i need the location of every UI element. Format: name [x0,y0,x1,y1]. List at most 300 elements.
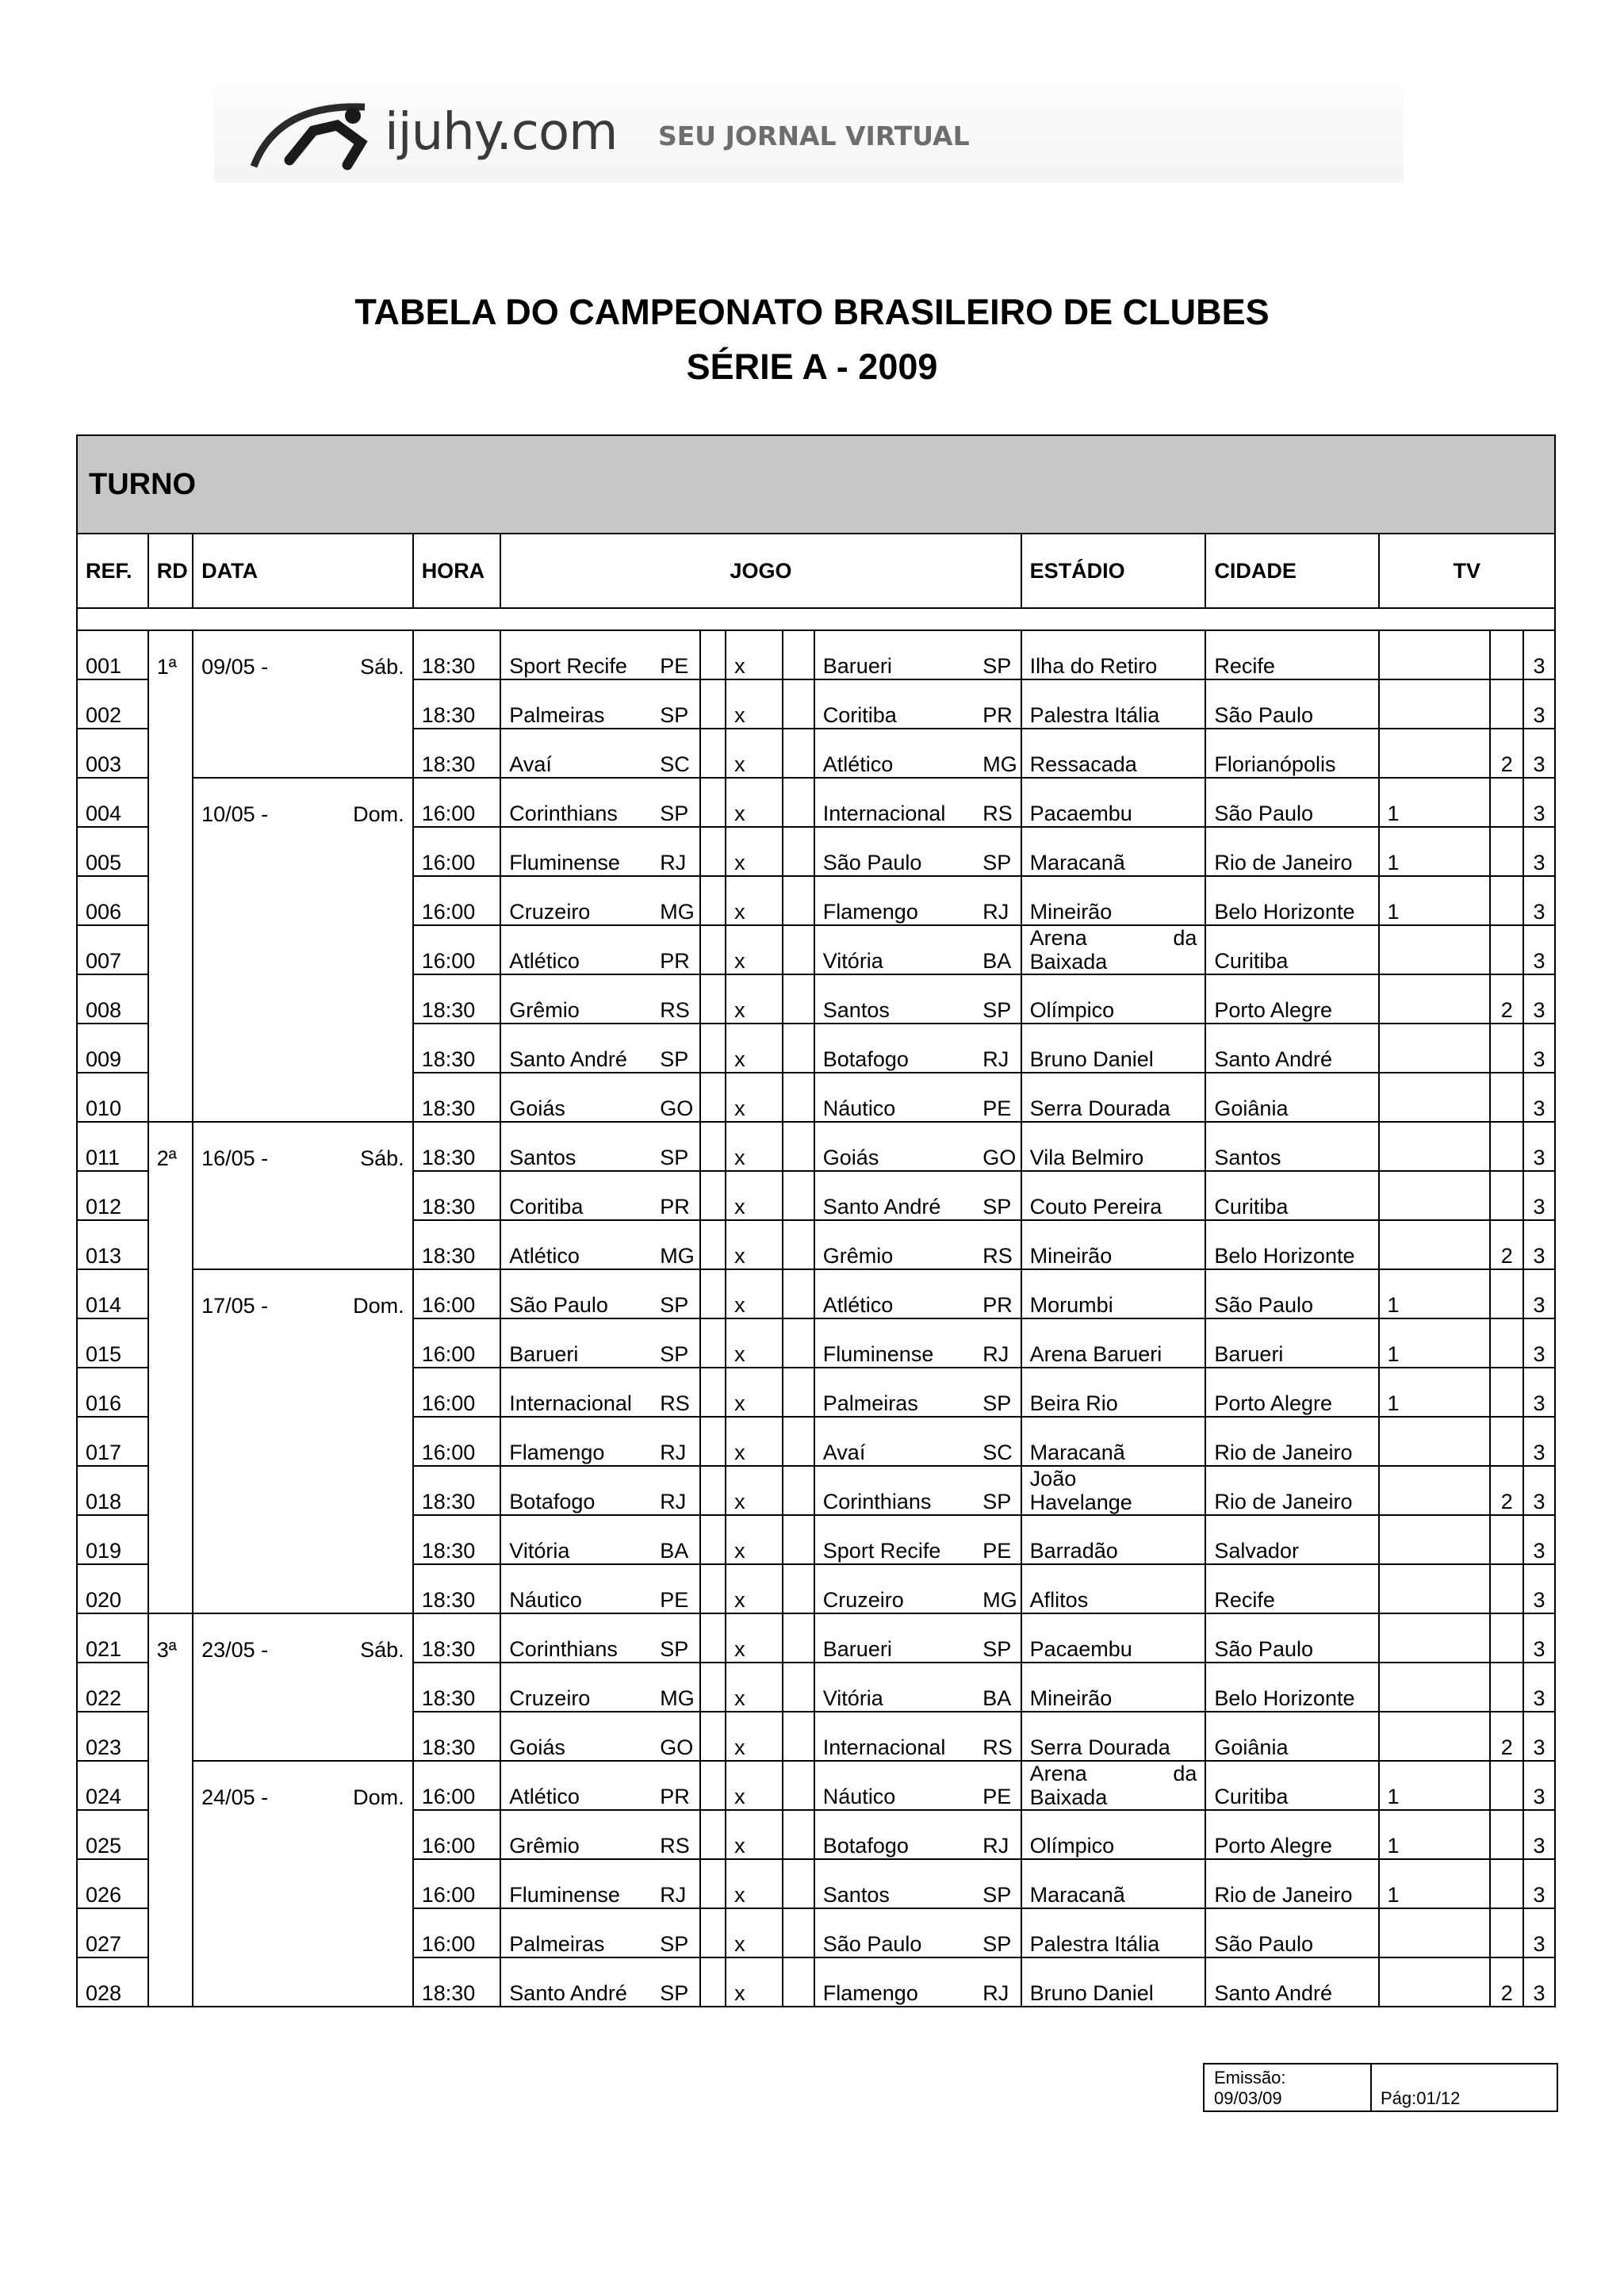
stadium-cell: Aflitos [1021,1564,1206,1613]
match-date: 23/05 - [201,1638,269,1662]
away-state: MG [975,729,1021,778]
home-team: Botafogo [500,1466,652,1515]
tv-cell: 1 [1379,1810,1491,1859]
versus: x [726,729,783,778]
away-state: BA [975,925,1021,974]
away-state: RJ [975,1810,1021,1859]
home-team: Sport Recife [500,630,652,679]
stadium-cell: Pacaembu [1021,1613,1206,1663]
stadium-cell: Bruno Daniel [1021,1957,1206,2007]
spacer-cell [783,1908,814,1957]
home-state: PE [652,1564,700,1613]
spacer-cell [700,1269,726,1318]
spacer-cell [700,1024,726,1073]
tv-cell: 3 [1523,1466,1555,1515]
spacer-cell [700,1957,726,2007]
stadium-cell [1021,1466,1206,1515]
stadium-cell: Morumbi [1021,1269,1206,1318]
home-team: Grêmio [500,974,652,1024]
versus: x [726,1269,783,1318]
spacer-cell [700,1220,726,1269]
tv-cell [1379,925,1491,974]
home-state: SP [652,778,700,827]
home-state: PE [652,630,700,679]
home-state: SC [652,729,700,778]
stadium-cell: Palestra Itália [1021,1908,1206,1957]
stadium-cell: Palestra Itália [1021,679,1206,729]
tv-cell: 3 [1523,1761,1555,1810]
time-cell: 18:30 [413,1515,501,1564]
away-state: SP [975,974,1021,1024]
home-team: Goiás [500,1073,652,1122]
tv-cell: 2 [1490,729,1523,778]
stadium-cell: Bruno Daniel [1021,1024,1206,1073]
tv-cell [1490,1122,1523,1171]
away-state: PR [975,1269,1021,1318]
city-cell: Porto Alegre [1205,1368,1378,1417]
away-state: PE [975,1515,1021,1564]
versus: x [726,876,783,925]
time-cell: 16:00 [413,925,501,974]
stadium-cell: Mineirão [1021,876,1206,925]
time-cell: 16:00 [413,778,501,827]
versus: x [726,1417,783,1466]
away-team: Internacional [814,778,975,827]
tv-cell: 1 [1379,1859,1491,1908]
footer-divider [1370,2064,1372,2110]
time-cell: 18:30 [413,1073,501,1122]
spacer-cell [700,1417,726,1466]
city-cell: São Paulo [1205,778,1378,827]
table-row [77,1122,1555,1171]
home-state: MG [652,1220,700,1269]
city-cell: São Paulo [1205,1908,1378,1957]
tv-cell [1379,1220,1491,1269]
tv-cell [1379,1171,1491,1220]
tv-cell: 3 [1523,1269,1555,1318]
city-cell: Florianópolis [1205,729,1378,778]
spacer-cell [700,925,726,974]
stadium-cell: Barradão [1021,1515,1206,1564]
city-cell: São Paulo [1205,1613,1378,1663]
away-team: Santos [814,974,975,1024]
time-cell: 16:00 [413,1417,501,1466]
tv-cell [1379,1957,1491,2007]
date-cell [193,1122,413,1269]
ref-cell: 009 [77,1024,148,1073]
away-team: Santo André [814,1171,975,1220]
city-cell: São Paulo [1205,679,1378,729]
spacer-cell [700,1810,726,1859]
spacer-cell [700,1564,726,1613]
ref-cell: 008 [77,974,148,1024]
tv-cell [1490,1073,1523,1122]
time-cell: 16:00 [413,1859,501,1908]
spacer-cell [700,630,726,679]
spacer-cell [783,1712,814,1761]
city-cell: Rio de Janeiro [1205,1466,1378,1515]
tv-cell: 1 [1379,778,1491,827]
spacer-cell [700,1073,726,1122]
city-cell: Belo Horizonte [1205,876,1378,925]
ref-cell: 007 [77,925,148,974]
away-state: PE [975,1761,1021,1810]
away-team: Corinthians [814,1466,975,1515]
away-team: Atlético [814,1269,975,1318]
versus: x [726,1073,783,1122]
away-state: RJ [975,1957,1021,2007]
time-cell: 18:30 [413,1220,501,1269]
tv-cell [1490,1368,1523,1417]
home-state: GO [652,1073,700,1122]
spacer-cell [700,729,726,778]
city-cell: Porto Alegre [1205,974,1378,1024]
home-state: PR [652,1761,700,1810]
ref-cell: 022 [77,1663,148,1712]
home-team: Cruzeiro [500,876,652,925]
ref-cell: 025 [77,1810,148,1859]
away-state: SP [975,1613,1021,1663]
match-weekday: Dom. [353,802,404,826]
ref-cell: 018 [77,1466,148,1515]
round-cell: 1ª [148,630,193,1122]
away-team: Atlético [814,729,975,778]
home-team: Coritiba [500,1171,652,1220]
city-cell: Rio de Janeiro [1205,827,1378,876]
city-cell: Belo Horizonte [1205,1663,1378,1712]
emission-footer [1203,2063,1558,2112]
city-cell: Santo André [1205,1024,1378,1073]
time-cell: 16:00 [413,1810,501,1859]
away-state: SP [975,827,1021,876]
tv-cell: 2 [1490,1466,1523,1515]
tv-cell [1490,1171,1523,1220]
ref-cell: 012 [77,1171,148,1220]
time-cell: 18:30 [413,1466,501,1515]
versus: x [726,1908,783,1957]
away-state: SC [975,1417,1021,1466]
away-team: Vitória [814,925,975,974]
time-cell: 18:30 [413,1613,501,1663]
time-cell: 18:30 [413,729,501,778]
away-state: MG [975,1564,1021,1613]
away-team: Internacional [814,1712,975,1761]
home-state: SP [652,1613,700,1663]
brand-name: ijuhy.com [385,103,618,162]
away-state: SP [975,630,1021,679]
tv-cell: 3 [1523,1024,1555,1073]
tv-cell [1379,1073,1491,1122]
spacer-cell [700,1613,726,1663]
spacer-cell [783,827,814,876]
home-team: Náutico [500,1564,652,1613]
spacer-cell [783,974,814,1024]
match-date: 10/05 - [201,802,269,826]
match-weekday: Dom. [353,1785,404,1809]
home-state: SP [652,679,700,729]
ref-cell: 015 [77,1318,148,1368]
tv-cell [1379,1122,1491,1171]
versus: x [726,925,783,974]
stadium-cell: Maracanã [1021,827,1206,876]
ref-cell: 024 [77,1761,148,1810]
spacer-cell [700,1908,726,1957]
away-team: Fluminense [814,1318,975,1368]
col-hora: HORA [413,534,501,608]
runner-logo-icon [246,95,389,174]
tv-cell: 1 [1379,1368,1491,1417]
tv-cell [1490,1024,1523,1073]
tv-cell [1379,1613,1491,1663]
spacer-cell [700,1761,726,1810]
date-cell [193,778,413,1122]
stadium-cell: Ilha do Retiro [1021,630,1206,679]
ref-cell: 013 [77,1220,148,1269]
tv-cell: 2 [1490,1220,1523,1269]
tv-cell [1379,1712,1491,1761]
ref-cell: 001 [77,630,148,679]
away-state: PR [975,679,1021,729]
tv-cell: 3 [1523,1318,1555,1368]
city-cell: Curitiba [1205,1171,1378,1220]
col-tv: TV [1379,534,1556,608]
spacer-cell [783,1564,814,1613]
away-team: Palmeiras [814,1368,975,1417]
versus: x [726,778,783,827]
home-state: MG [652,876,700,925]
spacer-cell [783,1368,814,1417]
table-row [77,630,1555,679]
tv-cell [1379,729,1491,778]
date-cell [193,630,413,778]
spacer-cell [783,1171,814,1220]
versus: x [726,1761,783,1810]
col-data: DATA [193,534,413,608]
home-state: SP [652,1318,700,1368]
away-team: Cruzeiro [814,1564,975,1613]
time-cell: 18:30 [413,1663,501,1712]
versus: x [726,1122,783,1171]
home-state: SP [652,1908,700,1957]
spacer-cell [700,1515,726,1564]
spacer-cell [700,679,726,729]
tv-cell [1490,1663,1523,1712]
tv-cell [1379,1515,1491,1564]
city-cell: Curitiba [1205,925,1378,974]
home-state: GO [652,1712,700,1761]
ref-cell: 004 [77,778,148,827]
home-team: Atlético [500,925,652,974]
tv-cell [1490,1761,1523,1810]
match-weekday: Sáb. [360,655,404,679]
stadium-name-part: Baixada [1029,1785,1108,1809]
versus: x [726,1515,783,1564]
tv-cell [1379,630,1491,679]
column-header-row [77,534,1555,608]
col-jogo: JOGO [500,534,1021,608]
tv-cell [1490,1564,1523,1613]
versus: x [726,1859,783,1908]
tv-cell: 3 [1523,1613,1555,1663]
stadium-name-part: da [1173,926,1197,950]
stadium-name-part: Baixada [1029,950,1108,974]
versus: x [726,1663,783,1712]
away-team: São Paulo [814,1908,975,1957]
tv-cell [1490,1810,1523,1859]
date-cell [193,1761,413,2007]
away-team: São Paulo [814,827,975,876]
time-cell: 18:30 [413,679,501,729]
stadium-cell: Beira Rio [1021,1368,1206,1417]
tv-cell: 3 [1523,1073,1555,1122]
away-team: Barueri [814,1613,975,1663]
tv-cell: 1 [1379,1269,1491,1318]
home-team: Palmeiras [500,679,652,729]
ref-cell: 005 [77,827,148,876]
away-team: Santos [814,1859,975,1908]
city-cell: Curitiba [1205,1761,1378,1810]
tv-cell [1379,679,1491,729]
spacer-cell [783,1122,814,1171]
city-cell: Santo André [1205,1957,1378,2007]
home-team: Barueri [500,1318,652,1368]
spacer-cell [700,1318,726,1368]
tv-cell: 3 [1523,1368,1555,1417]
time-cell: 16:00 [413,876,501,925]
tv-cell [1379,1564,1491,1613]
spacer-cell [700,778,726,827]
match-date: 24/05 - [201,1785,269,1809]
home-state: RJ [652,1859,700,1908]
home-state: RJ [652,1417,700,1466]
spacer-cell [700,1122,726,1171]
home-team: Corinthians [500,1613,652,1663]
tv-cell: 3 [1523,679,1555,729]
date-cell [193,1613,413,1761]
tv-cell: 3 [1523,1515,1555,1564]
spacer-cell [783,729,814,778]
tv-cell: 3 [1523,925,1555,974]
stadium-name-part: Havelange [1029,1490,1132,1514]
tv-cell [1379,974,1491,1024]
brand-tagline: SEU JORNAL VIRTUAL [658,121,970,151]
spacer-cell [700,827,726,876]
spacer-cell [783,925,814,974]
city-cell: Santos [1205,1122,1378,1171]
away-team: Náutico [814,1761,975,1810]
home-state: RJ [652,827,700,876]
city-cell: Goiânia [1205,1073,1378,1122]
away-state: SP [975,1171,1021,1220]
spacer-cell [783,1466,814,1515]
tv-cell [1490,1318,1523,1368]
stadium-cell [1021,1761,1206,1810]
tv-cell: 2 [1490,974,1523,1024]
home-team: Santos [500,1122,652,1171]
away-team: Grêmio [814,1220,975,1269]
home-state: MG [652,1663,700,1712]
ref-cell: 017 [77,1417,148,1466]
away-state: RS [975,778,1021,827]
round-cell: 2ª [148,1122,193,1613]
spacer-cell [783,1859,814,1908]
spacer-cell [783,1515,814,1564]
away-state: RJ [975,1024,1021,1073]
match-date: 16/05 - [201,1146,269,1170]
home-state: SP [652,1122,700,1171]
home-team: Internacional [500,1368,652,1417]
away-state: GO [975,1122,1021,1171]
tv-cell: 3 [1523,1417,1555,1466]
away-state: RS [975,1712,1021,1761]
tv-cell [1490,827,1523,876]
tv-cell: 1 [1379,827,1491,876]
spacer-cell [783,778,814,827]
tv-cell [1490,1515,1523,1564]
spacer-cell [783,876,814,925]
tv-cell [1379,1417,1491,1466]
header-gap-row [77,608,1555,630]
home-team: Corinthians [500,778,652,827]
away-team: Goiás [814,1122,975,1171]
tv-cell: 1 [1379,876,1491,925]
stadium-cell: Vila Belmiro [1021,1122,1206,1171]
away-team: Flamengo [814,1957,975,2007]
versus: x [726,1368,783,1417]
ref-cell: 006 [77,876,148,925]
col-rd: RD [148,534,193,608]
spacer-cell [700,1368,726,1417]
match-weekday: Dom. [353,1294,404,1318]
tv-cell: 3 [1523,1564,1555,1613]
home-state: PR [652,925,700,974]
ref-cell: 027 [77,1908,148,1957]
tv-cell: 3 [1523,1859,1555,1908]
spacer-cell [783,630,814,679]
versus: x [726,1712,783,1761]
home-state: RS [652,974,700,1024]
home-team: Santo André [500,1957,652,2007]
stadium-cell: Mineirão [1021,1663,1206,1712]
city-cell: Salvador [1205,1515,1378,1564]
versus: x [726,1220,783,1269]
away-state: SP [975,1466,1021,1515]
stadium-cell: Maracanã [1021,1859,1206,1908]
home-team: São Paulo [500,1269,652,1318]
spacer-cell [700,1663,726,1712]
col-ref: REF. [77,534,148,608]
time-cell: 18:30 [413,974,501,1024]
city-cell: Recife [1205,1564,1378,1613]
match-weekday: Sáb. [360,1638,404,1662]
stadium-cell: Olímpico [1021,1810,1206,1859]
time-cell: 18:30 [413,1712,501,1761]
tv-cell [1490,1417,1523,1466]
match-weekday: Sáb. [360,1146,404,1170]
city-cell: Recife [1205,630,1378,679]
stadium-name-part: da [1173,1762,1197,1785]
time-cell: 16:00 [413,1908,501,1957]
away-team: Barueri [814,630,975,679]
tv-cell: 3 [1523,1810,1555,1859]
spacer-cell [700,1859,726,1908]
ref-cell: 026 [77,1859,148,1908]
away-state: RJ [975,876,1021,925]
spacer-cell [783,1073,814,1122]
tv-cell [1379,1466,1491,1515]
tv-cell: 3 [1523,827,1555,876]
home-state: PR [652,1171,700,1220]
